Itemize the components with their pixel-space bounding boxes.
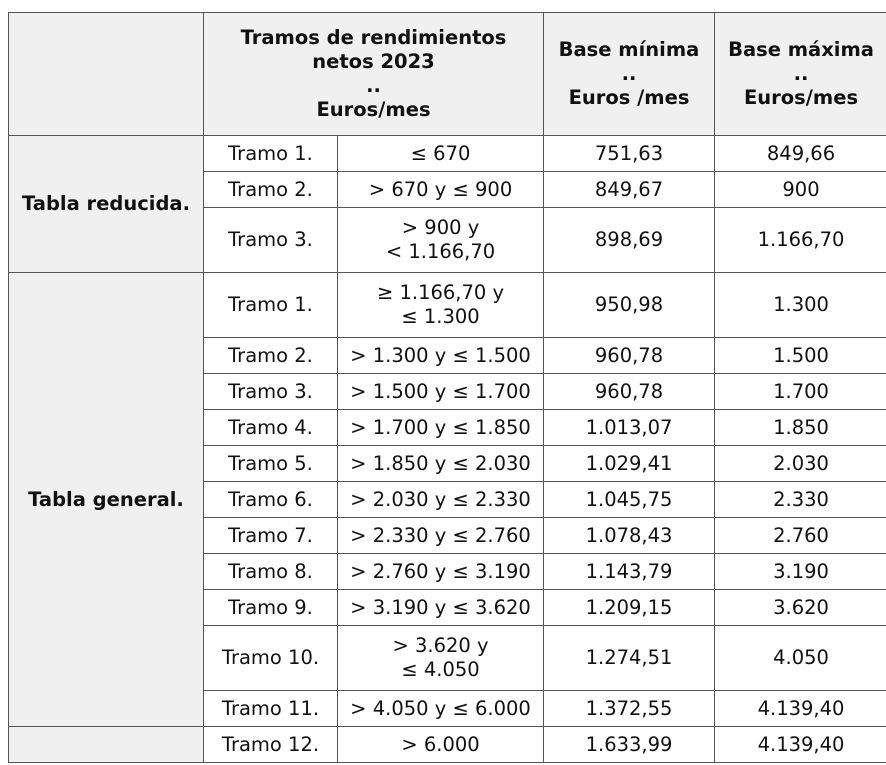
header-row	[9, 13, 886, 136]
header-range-line: Euros/mes	[316, 98, 431, 121]
range-cell	[338, 410, 544, 446]
base-max-cell: 2.760	[715, 518, 886, 554]
base-min-cell: 950,98	[544, 273, 715, 338]
tramo-cell: Tramo 10.	[204, 626, 338, 691]
tramo-cell: Tramo 2.	[204, 172, 338, 208]
tramo-cell: Tramo 2.	[204, 338, 338, 374]
range-line: > 1.300 y ≤ 1.500	[350, 343, 531, 367]
range-cell	[338, 518, 544, 554]
base-min-cell: 1.274,51	[544, 626, 715, 691]
range-line: ≤ 1.300	[401, 305, 480, 328]
header-min	[544, 13, 715, 136]
range-line: > 3.620 y	[392, 634, 489, 657]
range-line: > 2.030 y ≤ 2.330	[350, 487, 531, 511]
base-min-cell: 960,78	[544, 374, 715, 410]
group-label-general: Tabla general.	[9, 273, 204, 727]
range-cell	[338, 172, 544, 208]
range-line: > 1.500 y ≤ 1.700	[350, 379, 531, 403]
header-max	[715, 13, 886, 136]
table-row	[9, 273, 886, 338]
range-line: > 900 y	[401, 216, 480, 239]
header-min-line: Base mínima	[558, 38, 700, 61]
tramo-cell: Tramo 3.	[204, 374, 338, 410]
header-range	[204, 13, 544, 136]
range-line: < 1.166,70	[385, 240, 496, 263]
header-max-line: Base máxima	[728, 38, 874, 61]
base-min-cell: 1.013,07	[544, 410, 715, 446]
group-label-reducida: Tabla reducida.	[9, 136, 204, 273]
range-line: ≤ 4.050	[401, 658, 480, 681]
header-range-line: Tramos de rendimientos	[240, 26, 507, 49]
base-max-cell: 2.330	[715, 482, 886, 518]
range-cell	[338, 136, 544, 172]
range-cell	[338, 691, 544, 727]
base-min-cell: 1.143,79	[544, 554, 715, 590]
base-min-cell: 898,69	[544, 208, 715, 273]
tramo-cell: Tramo 6.	[204, 482, 338, 518]
base-max-cell: 4.139,40	[715, 691, 886, 727]
group-empty-cell	[9, 727, 204, 763]
header-empty-cell	[9, 13, 204, 136]
base-min-cell: 1.078,43	[544, 518, 715, 554]
header-max-line: ..	[793, 62, 809, 85]
tramo-cell: Tramo 8.	[204, 554, 338, 590]
range-cell	[338, 590, 544, 626]
header-min-line: ..	[621, 62, 637, 85]
range-line: > 3.190 y ≤ 3.620	[350, 595, 531, 619]
tramo-cell: Tramo 9.	[204, 590, 338, 626]
table-row	[9, 136, 886, 172]
tramo-cell: Tramo 12.	[204, 727, 338, 763]
range-line: > 2.760 y ≤ 3.190	[350, 559, 531, 583]
base-max-cell: 4.139,40	[715, 727, 886, 763]
base-max-cell: 2.030	[715, 446, 886, 482]
base-max-cell: 3.190	[715, 554, 886, 590]
range-line: ≥ 1.166,70 y	[376, 281, 505, 304]
header-range-line: netos 2023	[312, 50, 435, 73]
base-max-cell: 900	[715, 172, 886, 208]
base-max-cell: 1.500	[715, 338, 886, 374]
base-min-cell: 751,63	[544, 136, 715, 172]
tramo-cell: Tramo 1.	[204, 273, 338, 338]
tramo-cell: Tramo 3.	[204, 208, 338, 273]
tramo-cell: Tramo 5.	[204, 446, 338, 482]
range-cell	[338, 374, 544, 410]
tramo-cell: Tramo 7.	[204, 518, 338, 554]
header-range-line: ..	[366, 74, 381, 97]
base-min-cell: 1.372,55	[544, 691, 715, 727]
range-cell	[338, 554, 544, 590]
base-max-cell: 1.300	[715, 273, 886, 338]
contribution-brackets-table	[8, 12, 886, 763]
range-cell	[338, 626, 544, 691]
base-max-cell: 1.166,70	[715, 208, 886, 273]
range-line: > 1.700 y ≤ 1.850	[350, 415, 531, 439]
base-max-cell: 4.050	[715, 626, 886, 691]
base-min-cell: 1.633,99	[544, 727, 715, 763]
range-line: > 6.000	[401, 732, 480, 756]
base-min-cell: 849,67	[544, 172, 715, 208]
range-cell	[338, 273, 544, 338]
table-body	[9, 136, 886, 763]
tramo-cell: Tramo 11.	[204, 691, 338, 727]
range-line: > 2.330 y ≤ 2.760	[350, 523, 531, 547]
range-cell	[338, 727, 544, 763]
range-cell	[338, 446, 544, 482]
range-line: > 1.850 y ≤ 2.030	[350, 451, 531, 475]
range-cell	[338, 482, 544, 518]
header-min-line: Euros /mes	[568, 86, 690, 109]
range-cell	[338, 208, 544, 273]
range-cell	[338, 338, 544, 374]
base-min-cell: 960,78	[544, 338, 715, 374]
base-max-cell: 3.620	[715, 590, 886, 626]
base-min-cell: 1.045,75	[544, 482, 715, 518]
base-max-cell: 849,66	[715, 136, 886, 172]
base-min-cell: 1.029,41	[544, 446, 715, 482]
tramo-cell: Tramo 4.	[204, 410, 338, 446]
base-max-cell: 1.850	[715, 410, 886, 446]
tramo-cell: Tramo 1.	[204, 136, 338, 172]
header-max-line: Euros/mes	[743, 86, 859, 109]
range-line: ≤ 670	[410, 141, 471, 165]
base-max-cell: 1.700	[715, 374, 886, 410]
range-line: > 670 y ≤ 900	[368, 177, 513, 201]
table-row	[9, 727, 886, 763]
range-line: > 4.050 y ≤ 6.000	[350, 696, 531, 720]
base-min-cell: 1.209,15	[544, 590, 715, 626]
